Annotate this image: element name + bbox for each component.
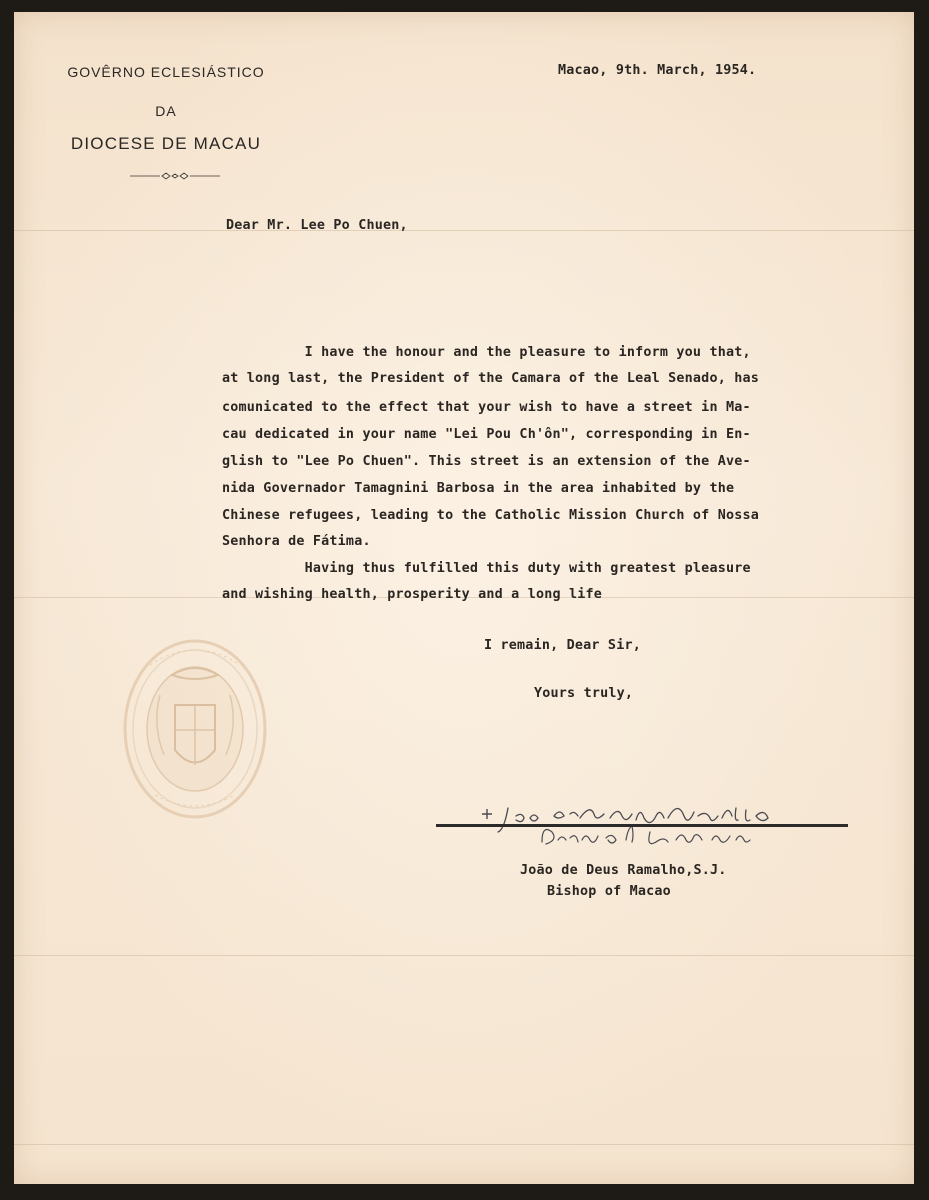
body-line: glish to "Lee Po Chuen". This street is an extension of the Ave- bbox=[222, 454, 751, 469]
body-line: cau dedicated in your name "Lei Pou Ch'ôn", corresponding in En- bbox=[222, 427, 751, 442]
svg-text:+ João de Deus Ramalho: + João de Deus Ramalho bbox=[430, 854, 444, 855]
body-line: Having thus fulfilled this duty with greatest pleasure bbox=[222, 561, 751, 576]
fold-line bbox=[14, 1144, 914, 1145]
body-line: at long last, the President of the Camara of the Leal Senado, has bbox=[222, 371, 760, 386]
signer-title: Bishop of Macao bbox=[547, 884, 671, 899]
body-line: I have the honour and the pleasure to inform you that, bbox=[222, 345, 751, 360]
signature-rule bbox=[436, 824, 848, 827]
fold-line bbox=[14, 955, 914, 956]
closing-remain: I remain, Dear Sir, bbox=[484, 638, 641, 653]
letterhead-line-1: GOVÊRNO ECLESIÁSTICO bbox=[67, 64, 265, 80]
body-line: nida Governador Tamagnini Barbosa in the area inhabited by the bbox=[222, 481, 735, 496]
signer-name: João de Deus Ramalho,S.J. bbox=[520, 863, 727, 878]
letter-date: Macao, 9th. March, 1954. bbox=[558, 63, 757, 78]
letterhead-line-3: DIOCESE DE MACAU bbox=[70, 134, 262, 153]
body-line: comunicated to the effect that your wish to have a street in Ma- bbox=[222, 400, 751, 415]
fold-line bbox=[14, 230, 914, 231]
salutation: Dear Mr. Lee Po Chuen, bbox=[226, 218, 408, 233]
closing-yours-truly: Yours truly, bbox=[534, 686, 634, 701]
embossed-seal bbox=[120, 635, 270, 823]
body-line: and wishing health, prosperity and a long life bbox=[222, 587, 603, 602]
ornament-divider bbox=[130, 171, 220, 181]
body-line: Senhora de Fátima. bbox=[222, 534, 371, 549]
letterhead-line-2: DA bbox=[155, 103, 177, 119]
body-line: Chinese refugees, leading to the Catholic Mission Church of Nossa bbox=[222, 508, 760, 523]
